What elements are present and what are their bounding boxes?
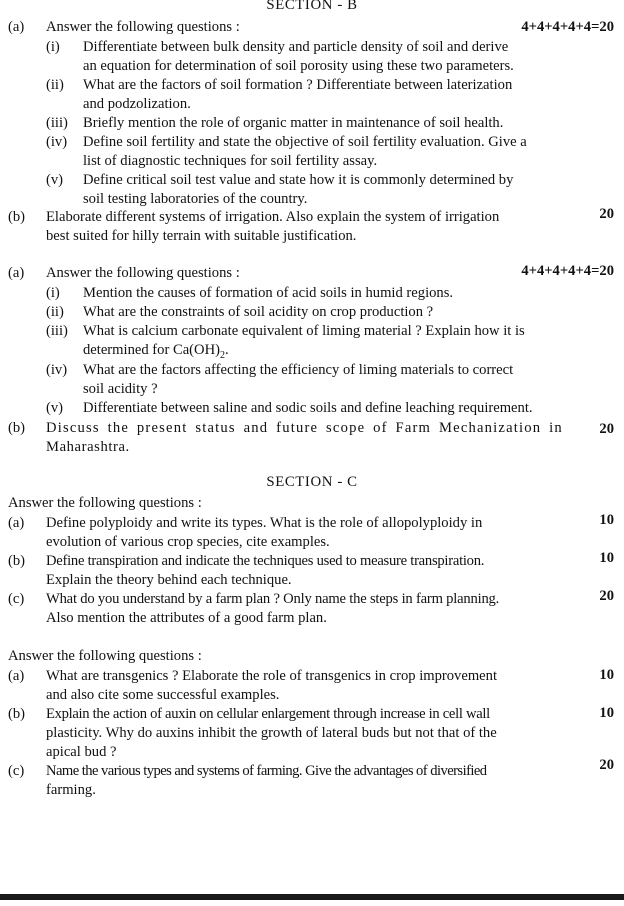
formula-period: . (224, 342, 229, 358)
q1-item-v-num: (v) (46, 172, 64, 188)
q2-item-i-line1: Mention the causes of formation of acid soils in humid regions. (83, 285, 454, 301)
c-q1-intro: Answer the following questions : (8, 495, 202, 511)
q1-item-ii-line2: and podzolization. (83, 96, 191, 112)
c-q2-b-marks: 10 (599, 705, 614, 721)
c-q2-b-line3: apical bud ? (46, 744, 117, 760)
bottom-rule (0, 894, 624, 900)
q1-a-marks: 4+4+4+4+4=20 (521, 19, 614, 35)
q2-item-iv-line2: soil acidity ? (83, 381, 158, 397)
q2-item-iv-num: (iv) (46, 362, 68, 378)
q2-item-v-line1: Differentiate between saline and sodic soils and define leaching requirement. (83, 400, 533, 416)
q2-item-iii-line2-text: determined for Ca(OH) (83, 342, 220, 358)
q1-b-label: (b) (8, 209, 26, 225)
q2-item-ii-num: (ii) (46, 304, 64, 320)
q1-b-line2: best suited for hilly terrain with suitable justification. (46, 228, 357, 244)
c-q1-c-label: (c) (8, 591, 25, 607)
formula-subscript: 2 (219, 349, 225, 361)
c-q2-a-marks: 10 (599, 667, 614, 683)
c-q2-a-label: (a) (8, 668, 25, 684)
q1-item-iii-num: (iii) (46, 115, 68, 131)
c-q1-b-line1: Define transpiration and indicate the techniques used to measure transpiration. (46, 553, 485, 569)
c-q2-intro: Answer the following questions : (8, 648, 202, 664)
q1-item-i-num: (i) (46, 39, 60, 55)
c-q2-c-marks: 20 (599, 757, 614, 773)
q2-item-iii-line1: What is calcium carbonate equivalent of liming material ? Explain how it is (83, 323, 525, 339)
q2-b-label: (b) (8, 420, 26, 436)
c-q2-b-line2: plasticity. Why do auxins inhibit the growth of lateral buds but not that of the (46, 725, 497, 741)
c-q1-a-line1: Define polyploidy and write its types. What is the role of allopolyploidy in (46, 515, 483, 531)
q2-b-line1: Discuss the present status and future scope of Farm Mechanization in (46, 420, 563, 436)
q2-a-marks: 4+4+4+4+4=20 (521, 263, 614, 279)
c-q1-b-line2: Explain the theory behind each technique. (46, 572, 292, 588)
c-q1-c-line2: Also mention the attributes of a good farm plan. (46, 610, 327, 626)
q2-item-i-num: (i) (46, 285, 60, 301)
c-q1-b-marks: 10 (599, 550, 614, 566)
q1-item-v-line1: Define critical soil test value and state how it is commonly determined by (83, 172, 514, 188)
q2-item-iv-line1: What are the factors affecting the efficiency of liming materials to correct (83, 362, 514, 378)
c-q1-a-label: (a) (8, 515, 25, 531)
q1-item-iv-line2: list of diagnostic techniques for soil fertility assay. (83, 153, 378, 169)
c-q2-b-label: (b) (8, 706, 26, 722)
c-q1-c-line1: What do you understand by a farm plan ? Only name the steps in farm planning. (46, 591, 500, 607)
q1-item-ii-num: (ii) (46, 77, 64, 93)
q1-item-ii-line1: What are the factors of soil formation ? Differentiate between laterization (83, 77, 513, 93)
section-b-title: SECTION - B (266, 0, 358, 13)
section-c-title: SECTION - C (266, 474, 358, 490)
q2-b-line2: Maharashtra. (46, 439, 130, 455)
q1-item-i-line1: Differentiate between bulk density and particle density of soil and derive (83, 39, 509, 55)
q1-item-iii-line1: Briefly mention the role of organic matter in maintenance of soil health. (83, 115, 504, 131)
q2-a-text: Answer the following questions : (46, 265, 240, 281)
c-q2-c-label: (c) (8, 763, 25, 779)
c-q2-a-line2: and also cite some successful examples. (46, 687, 280, 703)
c-q2-c-line2: farming. (46, 782, 96, 798)
q1-item-iv-line1: Define soil fertility and state the objective of soil fertility evaluation. Give a (83, 134, 527, 150)
q1-item-i-line2: an equation for determination of soil porosity using these two parameters. (83, 58, 514, 74)
c-q2-c-line1: Name the various types and systems of farming. Give the advantages of diversified (46, 763, 487, 779)
c-q1-b-label: (b) (8, 553, 26, 569)
q2-a-label: (a) (8, 265, 25, 281)
c-q1-a-line2: evolution of various crop species, cite examples. (46, 534, 330, 550)
c-q1-c-marks: 20 (599, 588, 614, 604)
q2-item-v-num: (v) (46, 400, 64, 416)
q1-item-iv-num: (iv) (46, 134, 68, 150)
q1-b-marks: 20 (599, 206, 614, 222)
q1-a-label: (a) (8, 19, 25, 35)
q2-item-iii-num: (iii) (46, 323, 68, 339)
q2-b-marks: 20 (599, 421, 614, 437)
q2-item-ii-line1: What are the constraints of soil acidity on crop production ? (83, 304, 434, 320)
q1-b-line1: Elaborate different systems of irrigation. Also explain the system of irrigation (46, 209, 500, 225)
q1-a-text: Answer the following questions : (46, 19, 240, 35)
q1-item-v-line2: soil testing laboratories of the country. (83, 191, 308, 207)
c-q1-a-marks: 10 (599, 512, 614, 528)
c-q2-a-line1: What are transgenics ? Elaborate the role of transgenics in crop improvement (46, 668, 498, 684)
c-q2-b-line1: Explain the action of auxin on cellular enlargement through increase in cell wall (46, 706, 490, 722)
